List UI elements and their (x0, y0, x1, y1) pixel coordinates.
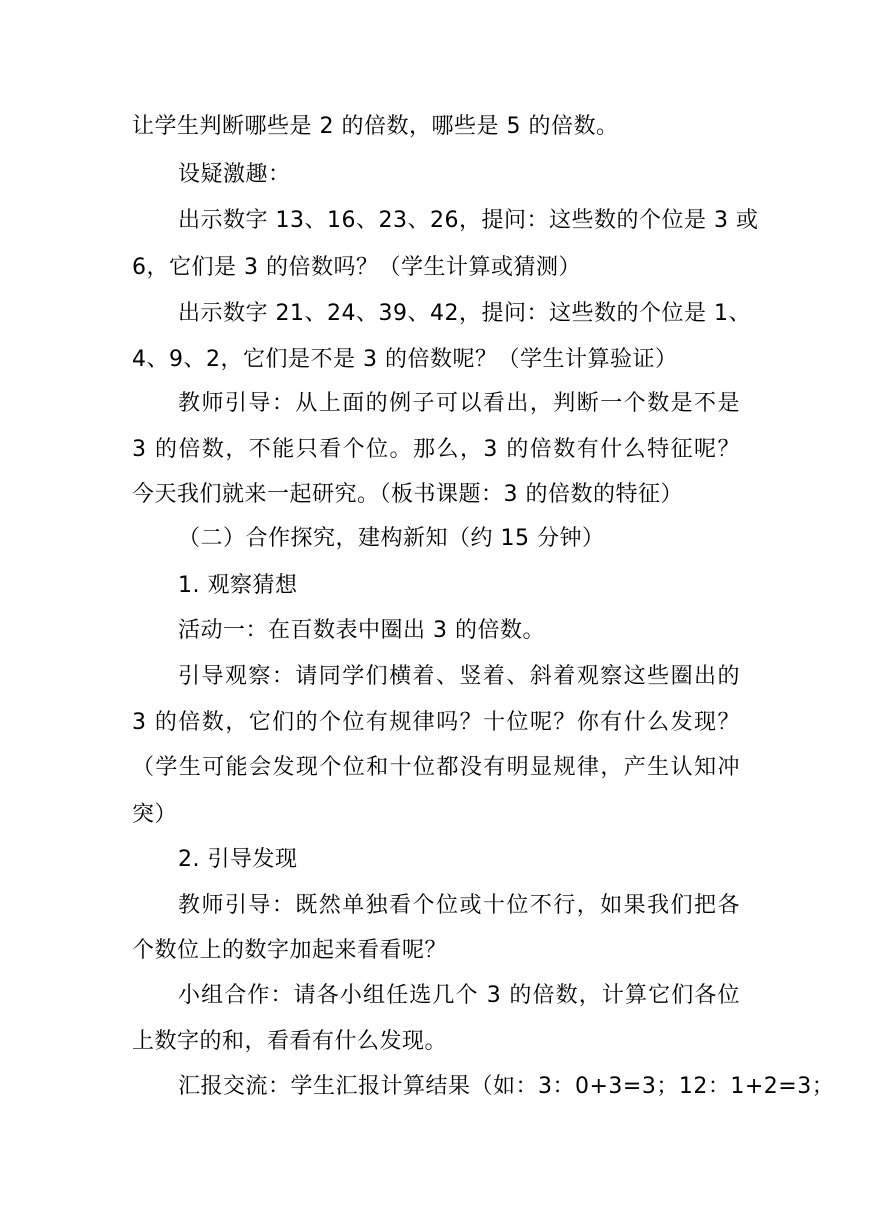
paragraph-line: 3 的倍数，它们的个位有规律吗？十位呢？你有什么发现？ (132, 710, 740, 735)
paragraph-line: （学生可能会发现个位和十位都没有明显规律，产生认知冲 (132, 755, 740, 780)
paragraph-line: 6，它们是 3 的倍数吗？（学生计算或猜测） (132, 255, 581, 280)
paragraph-line: 引导观察：请同学们横着、竖着、斜着观察这些圈出的 (178, 664, 740, 689)
paragraph-line: 设疑激趣： (178, 162, 291, 187)
subsection-heading: 1. 观察猜想 (178, 573, 298, 598)
paragraph-line: 4、9、2，它们是不是 3 的倍数呢？（学生计算验证） (132, 347, 678, 372)
paragraph-line: 个数位上的数字加起来看看呢？ (132, 938, 448, 963)
section-heading: （二）合作探究，建构新知（约 15 分钟） (178, 526, 605, 551)
paragraph-line: 教师引导：从上面的例子可以看出，判断一个数是不是 (178, 391, 740, 416)
paragraph-line: 上数字的和，看看有什么发现。 (132, 1029, 448, 1054)
subsection-heading: 2. 引导发现 (178, 847, 298, 872)
paragraph-line: 今天我们就来一起研究。（板书课题：3 的倍数的特征） (132, 482, 683, 507)
paragraph-line: 小组合作：请各小组任选几个 3 的倍数，计算它们各位 (178, 983, 740, 1008)
paragraph-line: 3 的倍数，不能只看个位。那么，3 的倍数有什么特征呢？ (132, 437, 740, 462)
paragraph-line: 出示数字 13、16、23、26，提问：这些数的个位是 3 或 (178, 208, 759, 233)
paragraph-line: 汇报交流：学生汇报计算结果（如：3：0+3=3；12：1+2=3； (178, 1074, 835, 1099)
paragraph-line: 活动一：在百数表中圈出 3 的倍数。 (178, 618, 545, 643)
paragraph-line: 让学生判断哪些是 2 的倍数，哪些是 5 的倍数。 (132, 114, 619, 139)
paragraph-line: 出示数字 21、24、39、42，提问：这些数的个位是 1、 (178, 301, 751, 326)
paragraph-line: 教师引导：既然单独看个位或十位不行，如果我们把各 (178, 893, 740, 918)
paragraph-line: 突） (132, 802, 178, 827)
